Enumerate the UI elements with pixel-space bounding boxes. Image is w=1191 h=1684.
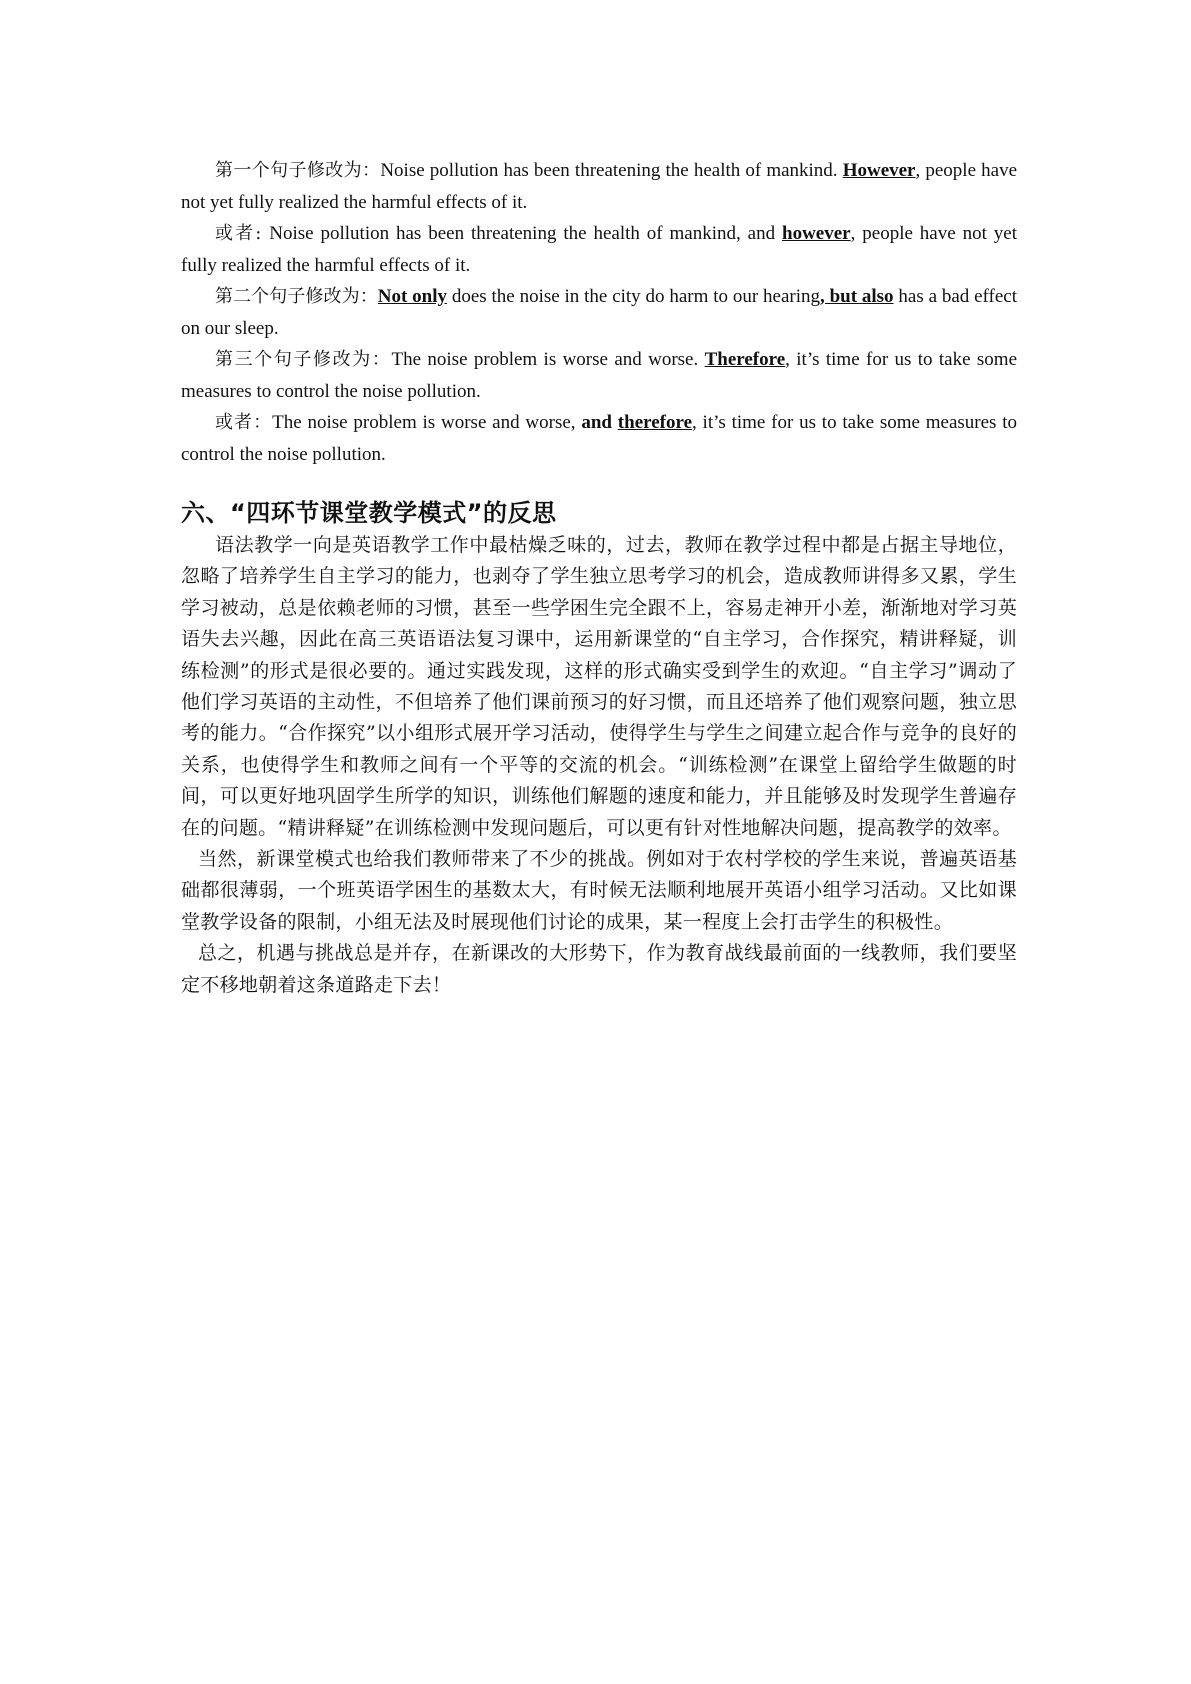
connector-however: however (782, 223, 851, 244)
en-paragraph-1: 第一个句子修改为：Noise pollution has been threatening the health of mankind. However, people have not yet fully realized the harmful effects of it. (181, 160, 1017, 213)
zh-paragraph-3: 总之，机遇与挑战总是并存，在新课改的大形势下，作为教育战线最前面的一线教师，我们要坚定不移地朝着这条道路走下去！ (181, 942, 1017, 996)
page-content (181, 155, 1017, 1001)
en-paragraph-5: 或者：The noise problem is worse and worse, and therefore, it’s time for us to take some measures to control the noise pollution. (181, 412, 1018, 465)
connector-but-also: , but also (820, 286, 894, 307)
zh-paragraph-1: 语法教学一向是英语教学工作中最枯燥乏味的，过去，教师在教学过程中都是占据主导地位，忽略了培养学生自主学习的能力，也剥夺了学生独立思考学习的机会，造成教师讲得多又累，学生学习被动，总是依赖老师的习惯，甚至一些学困生完全跟不上，容易走神开小差，渐渐地对学习英语失去兴趣，因此在高三英语语法复习课中，运用新课堂的“自主学习，合作探究，精讲释疑，训练检测”的形式是很必要的。通过实践发现，这样的形式确实受到学生的欢迎。“自主学习”调动了他们学习英语的主动性，不但培养了他们课前预习的好习惯，而且还培养了他们观察问题，独立思考的能力。“合作探究”以小组形式展开学习活动，使得学生与学生之间建立起合作与竞争的良好的关系，也使得学生和教师之间有一个平等的交流的机会。“训练检测”在课堂上留给学生做题的时间，可以更好地巩固学生所学的知识，训练他们解题的速度和能力，并且能够及时发现学生普遍存在的问题。“精讲释疑”在训练检测中发现问题后，可以更有针对性地解决问题，提高教学的效率。 (181, 534, 1017, 839)
connector-therefore: Therefore (704, 349, 786, 370)
connector-and: and (581, 412, 612, 433)
section-heading: 六、“四环节课堂教学模式”的反思 (181, 499, 557, 527)
en-paragraph-4: 第三个句子修改为：The noise problem is worse and worse. Therefore, it’s time for us to take some measures to control the noise pollution. (181, 349, 1018, 402)
connector-however: However (842, 160, 916, 181)
connector-therefore: therefore (617, 412, 692, 433)
zh-paragraph-2: 当然，新课堂模式也给我们教师带来了不少的挑战。例如对于农村学校的学生来说，普遍英语基础都很薄弱，一个班英语学困生的基数太大，有时候无法顺利地展开英语小组学习活动。又比如课堂教学设备的限制，小组无法及时展现他们讨论的成果，某一程度上会打击学生的积极性。 (181, 848, 1017, 933)
en-paragraph-3: 第二个句子修改为：Not only does the noise in the city do harm to our hearing, but also has a bad effect on our sleep. (181, 286, 1017, 339)
connector-not-only: Not only (377, 286, 448, 307)
en-paragraph-2: 或者: Noise pollution has been threatening the health of mankind, and however, people have not yet fully realized the harmful effects of it. (181, 223, 1017, 276)
